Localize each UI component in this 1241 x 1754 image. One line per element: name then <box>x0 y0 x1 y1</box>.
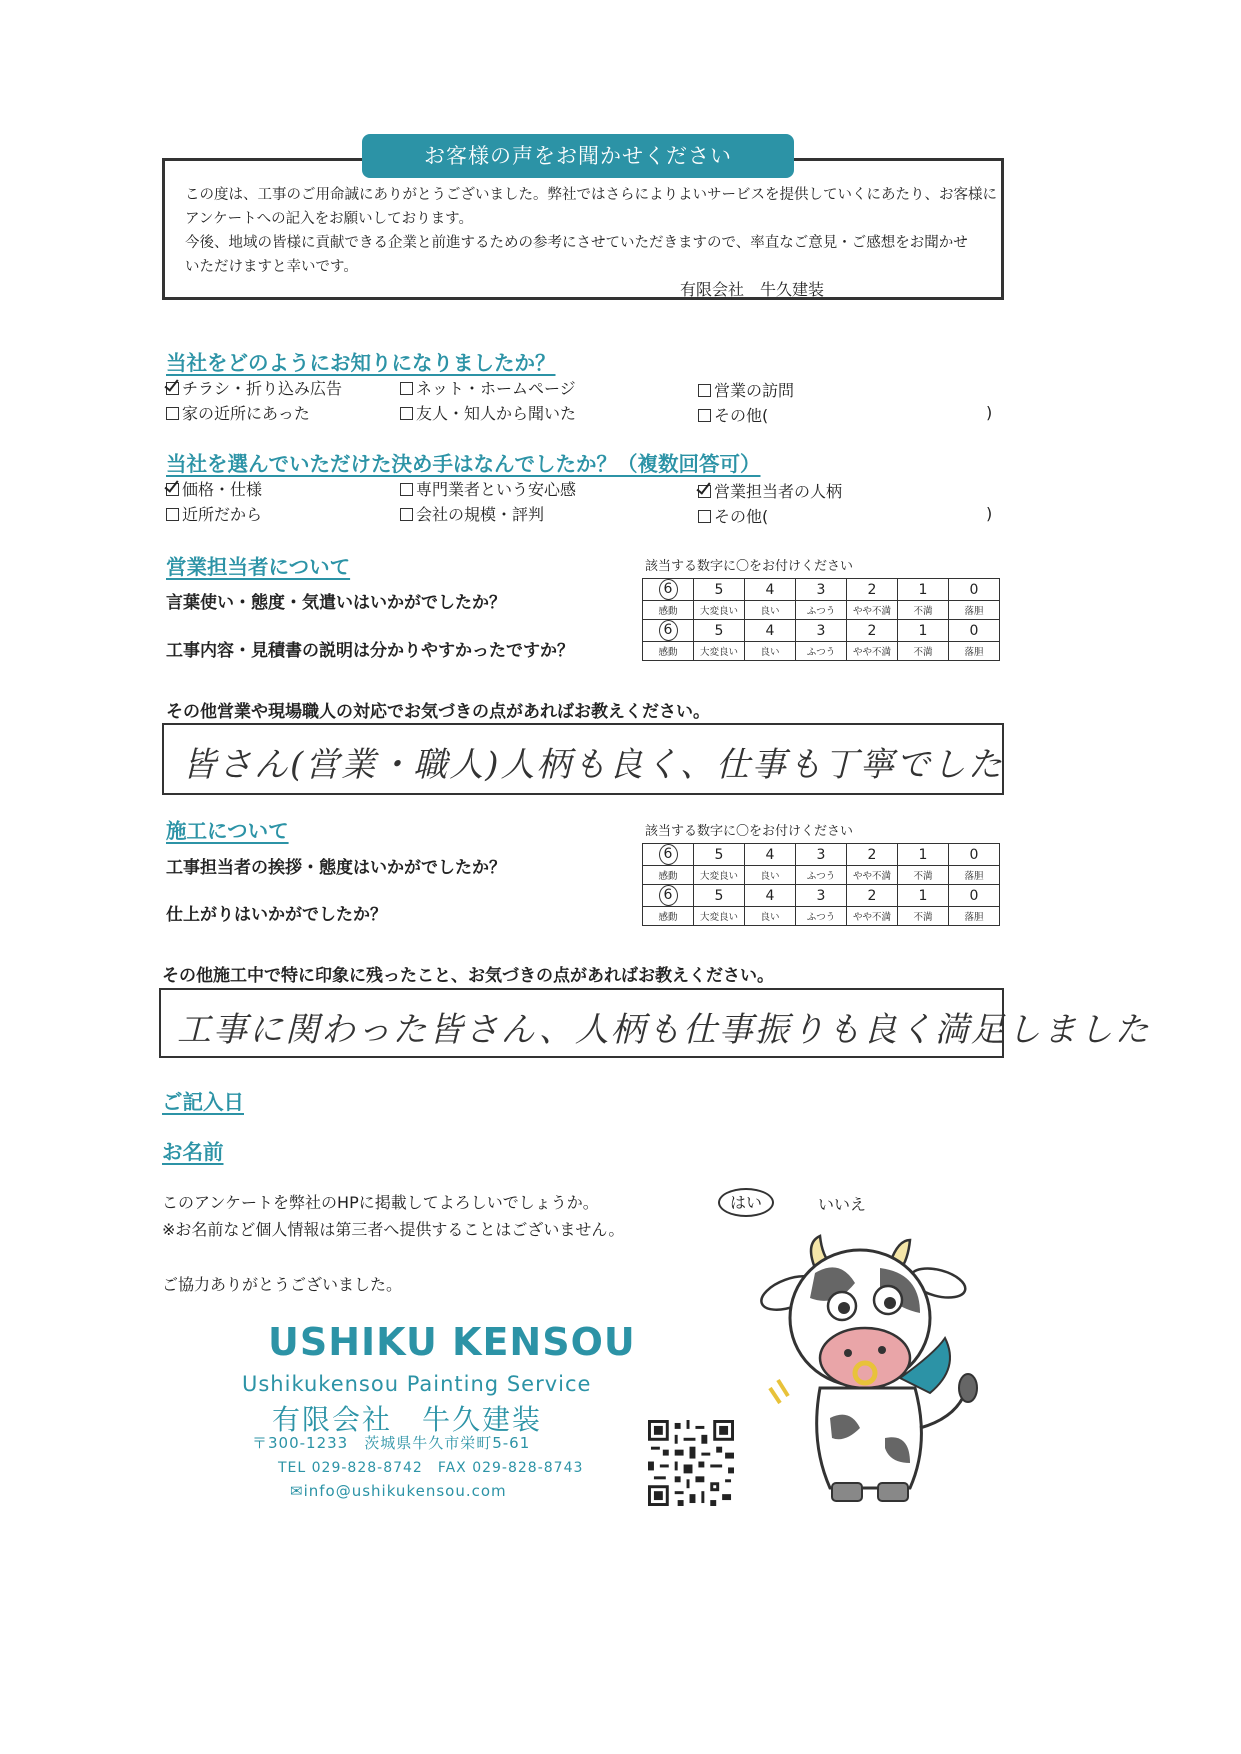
rating-option-4[interactable]: 4 <box>745 885 796 907</box>
name-label: お名前 <box>162 1140 224 1164</box>
selected-circle: 6 <box>659 844 678 865</box>
rating-label: 落胆 <box>949 642 1000 661</box>
selected-circle: 6 <box>659 885 678 906</box>
rating-option-2[interactable]: 2 <box>847 885 898 907</box>
rating-label: やや不満 <box>847 907 898 926</box>
rating-label: 良い <box>745 907 796 926</box>
cow-mascot-icon <box>760 1228 990 1508</box>
rating-option-5[interactable]: 5 <box>694 620 745 642</box>
checkbox[interactable] <box>698 510 711 523</box>
construction-comment-box[interactable] <box>159 988 1151 1058</box>
construction-comment-label: その他施工中で特に印象に残ったこと、お気づきの点があればお教えください。 <box>162 966 774 986</box>
rating-option-1[interactable]: 1 <box>898 579 949 601</box>
question-reason-heading: 当社を選んでいただけた決め手はなんでしたか？（複数回答可） <box>166 452 761 476</box>
checkbox[interactable] <box>400 483 413 496</box>
rating-option-1[interactable]: 1 <box>898 885 949 907</box>
consent-yes-label: はい <box>718 1188 774 1217</box>
rating-option-6[interactable] <box>643 885 694 907</box>
rating-label: 感動 <box>643 866 694 885</box>
rating-caption: 該当する数字に〇をお付けください <box>645 824 854 839</box>
option-nearby[interactable]: 近所だから <box>166 502 262 525</box>
option-friend[interactable]: 友人・知人から聞いた <box>400 401 576 424</box>
rating-option-5[interactable]: 5 <box>694 885 745 907</box>
checkbox[interactable] <box>166 407 179 420</box>
check-icon[interactable] <box>166 483 179 496</box>
rating-label: 落胆 <box>949 907 1000 926</box>
option-specialist[interactable]: 専門業者という安心感 <box>400 477 576 500</box>
sales-comment-box[interactable] <box>162 723 1004 795</box>
rating-option-2[interactable]: 2 <box>847 579 898 601</box>
intro-company: 有限会社 牛久建装 <box>680 280 825 299</box>
construction-rating-table <box>642 843 1000 926</box>
rating-label: 感動 <box>643 601 694 620</box>
checkbox[interactable] <box>400 407 413 420</box>
consent-no-option[interactable]: いいえ <box>818 1195 867 1214</box>
consent-question: このアンケートを弊社のHPに掲載してよろしいでしょうか。 <box>162 1193 599 1212</box>
checkbox[interactable] <box>166 508 179 521</box>
sales-comment-label: その他営業や現場職人の対応でお気づきの点があればお教えください。 <box>166 702 710 722</box>
rating-label: 落胆 <box>949 866 1000 885</box>
option-internet[interactable]: ネット・ホームページ <box>400 376 576 399</box>
rating-label: 大変良い <box>694 642 745 661</box>
rating-option-6[interactable] <box>643 844 694 866</box>
intro-line: いただけますと幸いです。 <box>185 259 358 275</box>
rating-option-6[interactable] <box>643 620 694 642</box>
rating-label: 不満 <box>898 907 949 926</box>
rating-label: 不満 <box>898 642 949 661</box>
rating-label: 良い <box>745 866 796 885</box>
check-icon[interactable] <box>698 485 711 498</box>
rating-option-2[interactable]: 2 <box>847 844 898 866</box>
selected-circle: 6 <box>659 620 678 641</box>
footer-company: 有限会社 牛久建装 <box>272 1403 543 1436</box>
rating-option-6[interactable] <box>643 579 694 601</box>
page-title: お客様の声をお聞かせください <box>362 134 794 178</box>
mail-icon: ✉ <box>290 1482 304 1500</box>
rating-label: 不満 <box>898 866 949 885</box>
selected-circle: 6 <box>659 579 678 600</box>
rating-label: 落胆 <box>949 601 1000 620</box>
construction-question-2: 仕上がりはいかがでしたか？ <box>166 905 387 925</box>
rating-option-4[interactable]: 4 <box>745 620 796 642</box>
rating-option-0[interactable]: 0 <box>949 579 1000 601</box>
question-source-heading: 当社をどのようにお知りになりましたか？ <box>166 351 556 375</box>
rating-option-0[interactable]: 0 <box>949 844 1000 866</box>
option-reputation[interactable]: 会社の規模・評判 <box>400 502 544 525</box>
rating-option-5[interactable]: 5 <box>694 579 745 601</box>
rating-label: やや不満 <box>847 866 898 885</box>
rating-option-1[interactable]: 1 <box>898 620 949 642</box>
rating-label: 大変良い <box>694 866 745 885</box>
footer-address: 〒300-1233 茨城県牛久市栄町5-61 <box>252 1434 531 1452</box>
sales-question-2: 工事内容・見積書の説明は分かりやすかったですか？ <box>166 641 574 661</box>
rating-label: やや不満 <box>847 601 898 620</box>
logo-subtitle: Ushikukensou Painting Service <box>242 1372 592 1396</box>
construction-heading: 施工について <box>166 819 289 843</box>
option-salesperson[interactable]: 営業担当者の人柄 <box>698 479 842 502</box>
rating-label: 感動 <box>643 907 694 926</box>
checkbox[interactable] <box>400 382 413 395</box>
option-flyer[interactable]: チラシ・折り込み広告 <box>166 376 342 399</box>
checkbox[interactable] <box>400 508 413 521</box>
rating-label: 良い <box>745 601 796 620</box>
rating-option-3[interactable]: 3 <box>796 579 847 601</box>
footer-phone: TEL 029-828-8742 FAX 029-828-8743 <box>278 1460 584 1476</box>
option-other[interactable]: その他( <box>698 403 768 426</box>
consent-yes-option[interactable] <box>718 1190 774 1213</box>
intro-box <box>162 158 1004 300</box>
sales-comment-text: 皆さん(営業・職人)人柄も良く、仕事も丁寧でした <box>182 745 1004 785</box>
checkbox[interactable] <box>698 384 711 397</box>
rating-label: 良い <box>745 642 796 661</box>
rating-label: ふつう <box>796 866 847 885</box>
intro-line: この度は、工事のご用命誠にありがとうございました。弊社ではさらによりよいサービスを提供していくにあたり、お客様に <box>185 187 997 203</box>
rating-label: 不満 <box>898 601 949 620</box>
rating-option-0[interactable]: 0 <box>949 885 1000 907</box>
check-icon[interactable] <box>166 382 179 395</box>
rating-option-4[interactable]: 4 <box>745 579 796 601</box>
rating-option-5[interactable]: 5 <box>694 844 745 866</box>
close-paren: ) <box>986 403 993 422</box>
option-price[interactable]: 価格・仕様 <box>166 477 262 500</box>
checkbox[interactable] <box>698 409 711 422</box>
rating-label: やや不満 <box>847 642 898 661</box>
privacy-note: ※お名前など個人情報は第三者へ提供することはございません。 <box>162 1220 625 1239</box>
sales-question-1: 言葉使い・態度・気遣いはいかがでしたか？ <box>166 593 506 613</box>
qr-code-icon <box>648 1420 734 1506</box>
footer-email[interactable]: ✉info@ushikukensou.com <box>290 1482 507 1500</box>
rating-option-3[interactable]: 3 <box>796 844 847 866</box>
rating-caption: 該当する数字に〇をお付けください <box>645 559 854 574</box>
option-other[interactable]: その他( <box>698 504 768 527</box>
rating-label: 大変良い <box>694 907 745 926</box>
intro-line: 今後、地域の皆様に貢献できる企業と前進するための参考にさせていただきますので、率直なご意見・ご感想をお聞かせ <box>185 235 968 251</box>
rating-label: ふつう <box>796 907 847 926</box>
sales-rating-table <box>642 578 1000 661</box>
rating-option-1[interactable]: 1 <box>898 844 949 866</box>
logo-text: USHIKU KENSOU <box>268 1320 636 1364</box>
rating-label: 大変良い <box>694 601 745 620</box>
option-nearby[interactable]: 家の近所にあった <box>166 401 310 424</box>
rating-option-3[interactable]: 3 <box>796 620 847 642</box>
option-sales-visit[interactable]: 営業の訪問 <box>698 378 794 401</box>
rating-option-4[interactable]: 4 <box>745 844 796 866</box>
rating-option-3[interactable]: 3 <box>796 885 847 907</box>
rating-label: ふつう <box>796 642 847 661</box>
thanks-text: ご協力ありがとうございました。 <box>162 1275 403 1294</box>
rating-option-2[interactable]: 2 <box>847 620 898 642</box>
close-paren: ) <box>986 504 993 523</box>
rating-label: ふつう <box>796 601 847 620</box>
rating-label: 感動 <box>643 642 694 661</box>
construction-comment-text: 工事に関わった皆さん、人柄も仕事振りも良く満足しました <box>177 1010 1151 1050</box>
intro-line: アンケートへの記入をお願いしております。 <box>185 211 473 227</box>
rating-option-0[interactable]: 0 <box>949 620 1000 642</box>
construction-question-1: 工事担当者の挨拶・態度はいかがでしたか？ <box>166 858 506 878</box>
sales-heading: 営業担当者について <box>166 555 351 579</box>
entry-date-label: ご記入日 <box>162 1090 244 1114</box>
